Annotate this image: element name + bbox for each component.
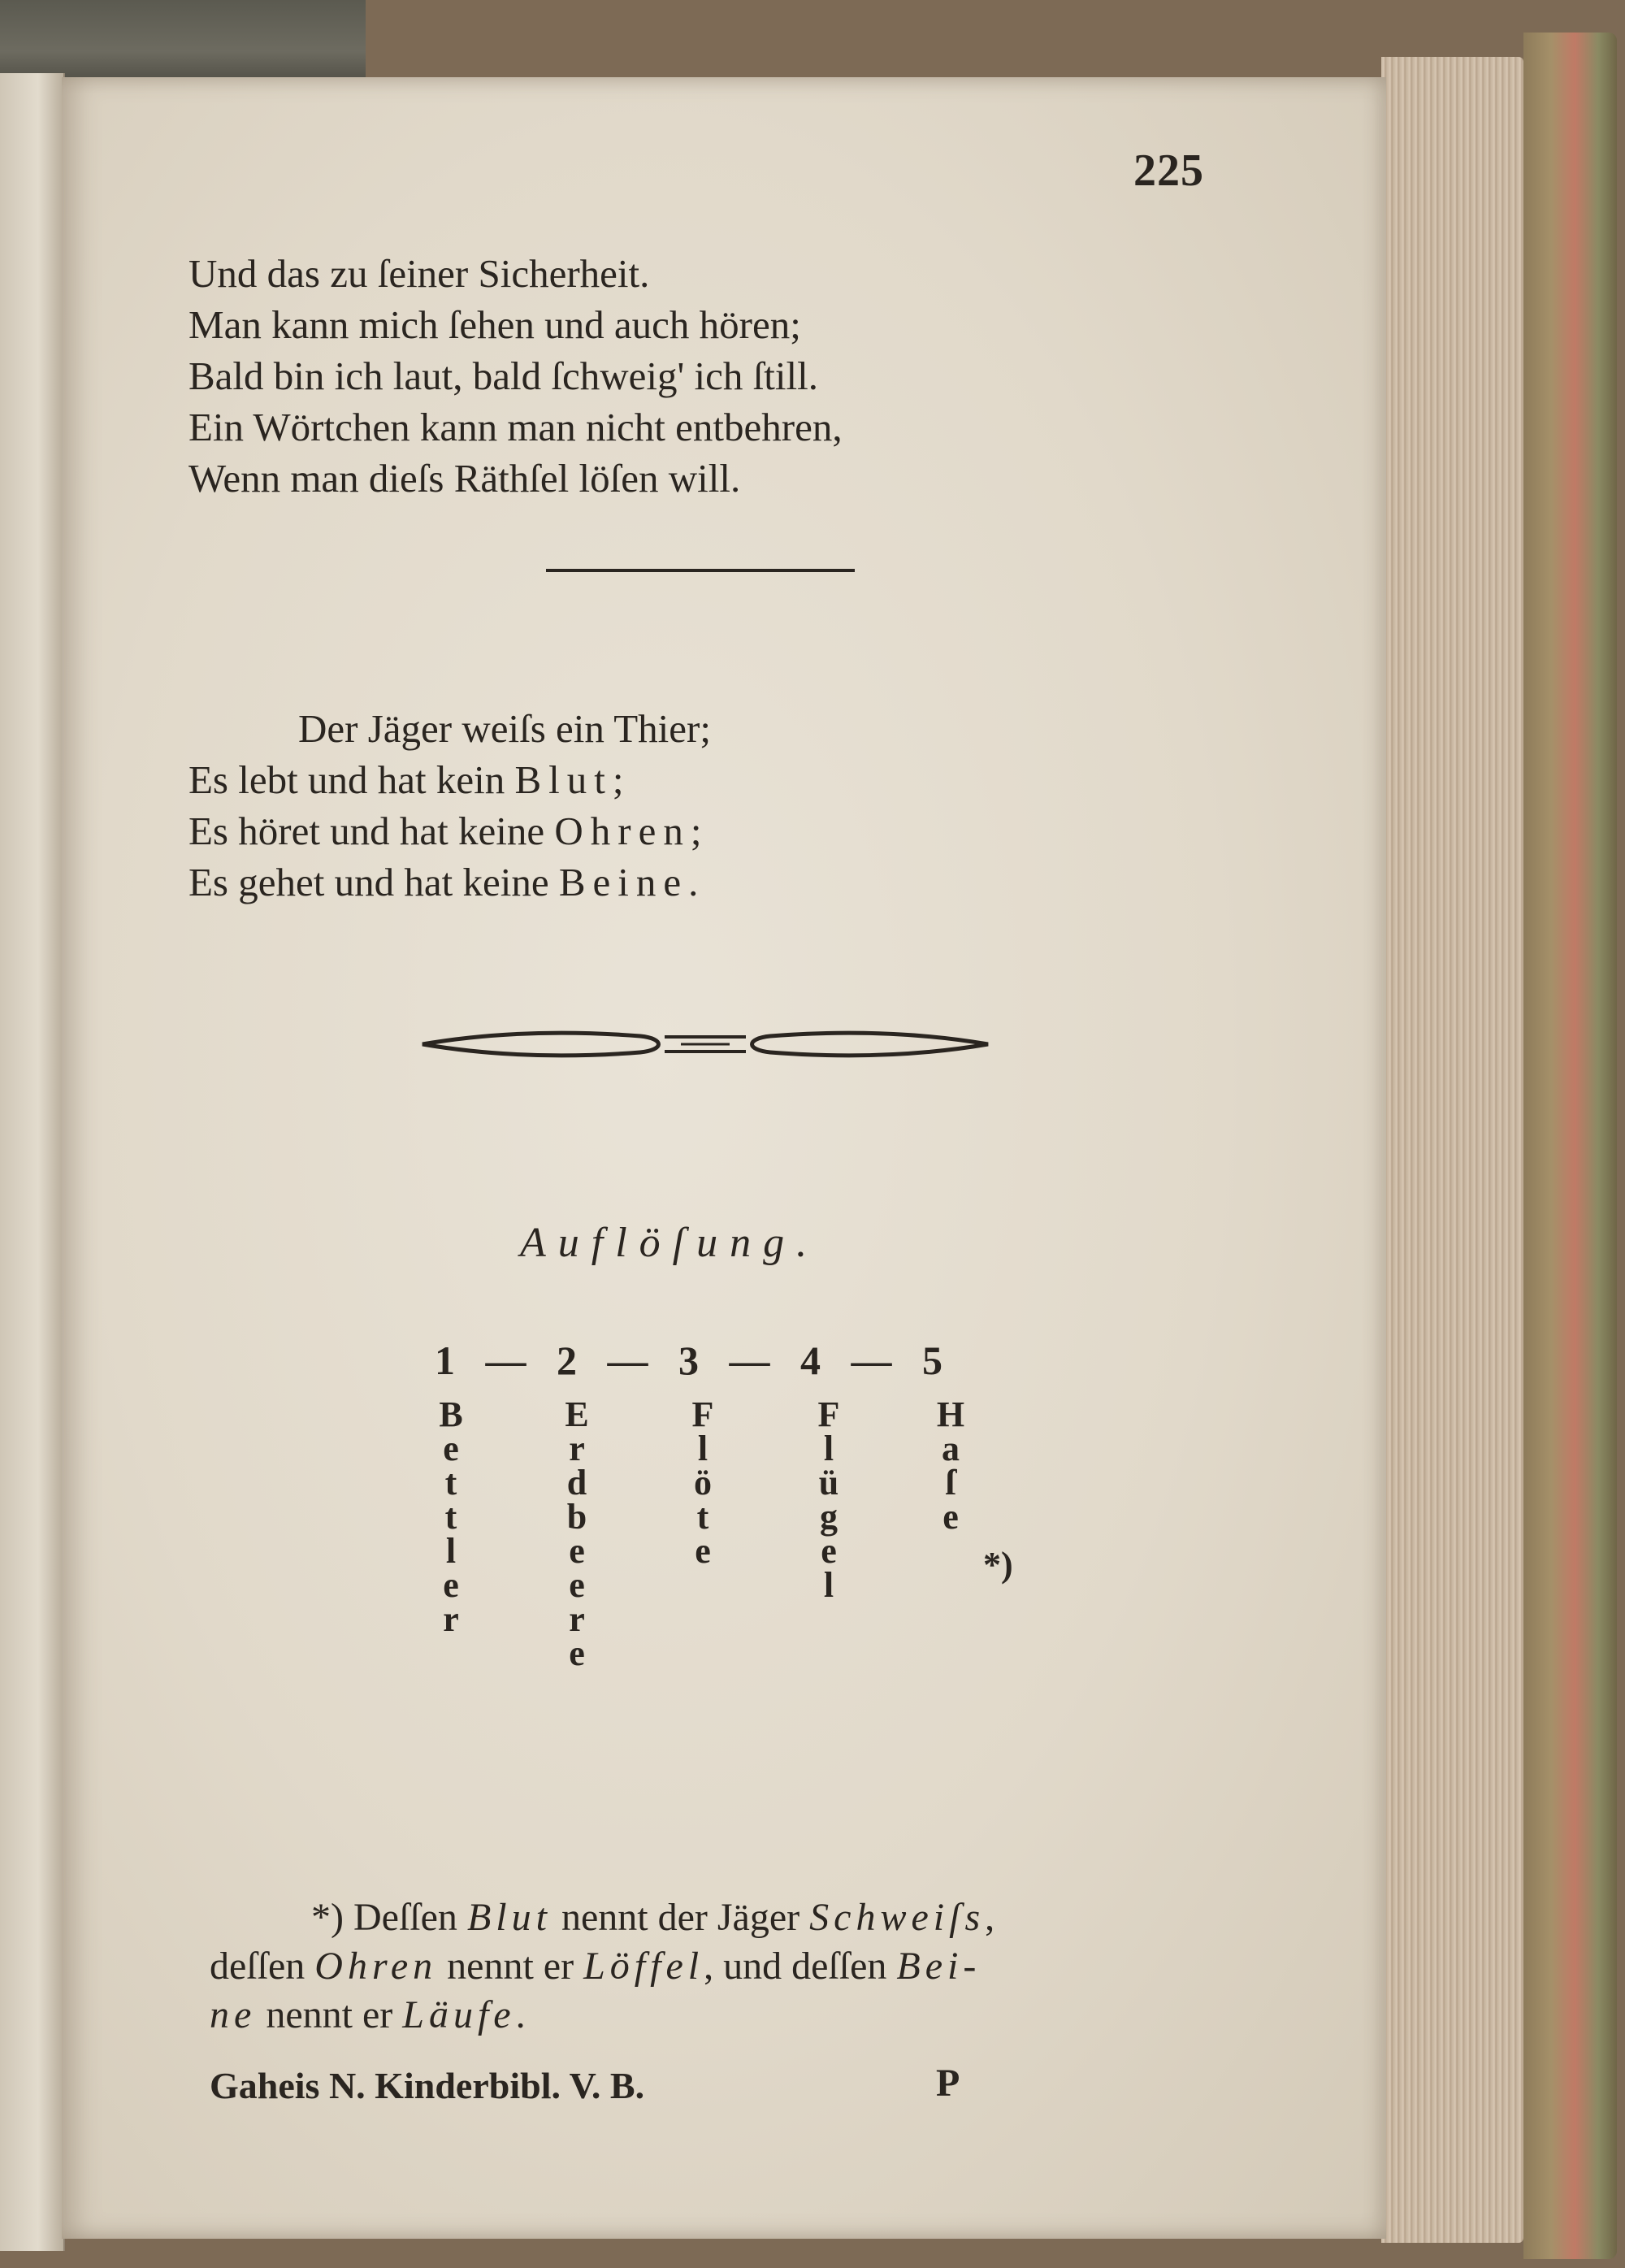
solution-dash: — bbox=[607, 1338, 648, 1383]
solution-column: B e t t l e r bbox=[439, 1394, 463, 1639]
spaced-word: Blut bbox=[514, 757, 613, 802]
poem-line: Und das zu ſeiner Sicherheit. bbox=[188, 251, 650, 296]
solution-column: F l ö t e bbox=[691, 1394, 714, 1571]
solution-dash: — bbox=[851, 1338, 892, 1383]
footnote-line: ne nennt er Läufe. bbox=[210, 1993, 526, 2036]
riddle-line: Es lebt und hat kein Blut; bbox=[188, 757, 624, 802]
footnote bbox=[210, 1893, 994, 2040]
solution-number: 4 bbox=[800, 1338, 821, 1383]
page-number: 225 bbox=[1133, 145, 1204, 196]
solution-dash: — bbox=[485, 1338, 526, 1383]
solution-number: 2 bbox=[557, 1338, 577, 1383]
poem-line: Man kann mich ſehen und auch hören; bbox=[188, 302, 801, 347]
spaced-word: Beine bbox=[558, 860, 689, 904]
spaced-word: Ohren bbox=[554, 809, 691, 853]
left-page-edge bbox=[0, 73, 65, 2251]
footnote-line: deſſen Ohren nennt er Löffel, und deſſen Bei- bbox=[210, 1945, 982, 1988]
book-cover-edge bbox=[1523, 33, 1617, 2259]
solution-column: H a ſ e bbox=[936, 1394, 965, 1537]
riddle-line: Der Jäger weiſs ein Thier; bbox=[298, 706, 711, 751]
ornament-divider bbox=[421, 1016, 990, 1073]
poem-line: Wenn man dieſs Räthſel löſen will. bbox=[188, 456, 741, 501]
solution-number: 3 bbox=[678, 1338, 699, 1383]
page-edges bbox=[1381, 57, 1523, 2243]
poem-line: Ein Wörtchen kann man nicht entbehren, bbox=[188, 405, 843, 449]
solution-column: F l ü g e l bbox=[817, 1394, 840, 1605]
signature-mark: P bbox=[936, 2062, 960, 2105]
riddle-line: Es höret und hat keine Ohren; bbox=[188, 809, 702, 853]
solution-column: E r d b e e r e bbox=[565, 1394, 589, 1673]
riddle-line: Es gehet und hat keine Beine. bbox=[188, 860, 699, 904]
solution-number: 1 bbox=[435, 1338, 455, 1383]
poem-top bbox=[188, 248, 843, 504]
solution-dash: — bbox=[729, 1338, 770, 1383]
solution-number: 5 bbox=[922, 1338, 942, 1383]
section-rule bbox=[546, 569, 855, 572]
footnote-marker: *) bbox=[983, 1545, 1013, 1585]
poem-line: Bald bin ich laut, bald ſchweig' ich ſtill. bbox=[188, 353, 818, 398]
signature-line: Gaheis N. Kinderbibl. V. B. bbox=[210, 2065, 645, 2106]
solution-heading: Auflöſung. bbox=[520, 1220, 820, 1266]
riddle-poem bbox=[188, 703, 711, 908]
solution-number-row bbox=[435, 1337, 942, 1384]
footnote-line: *) Deſſen Blut nennt der Jäger Schweiſs, bbox=[311, 1896, 995, 1939]
